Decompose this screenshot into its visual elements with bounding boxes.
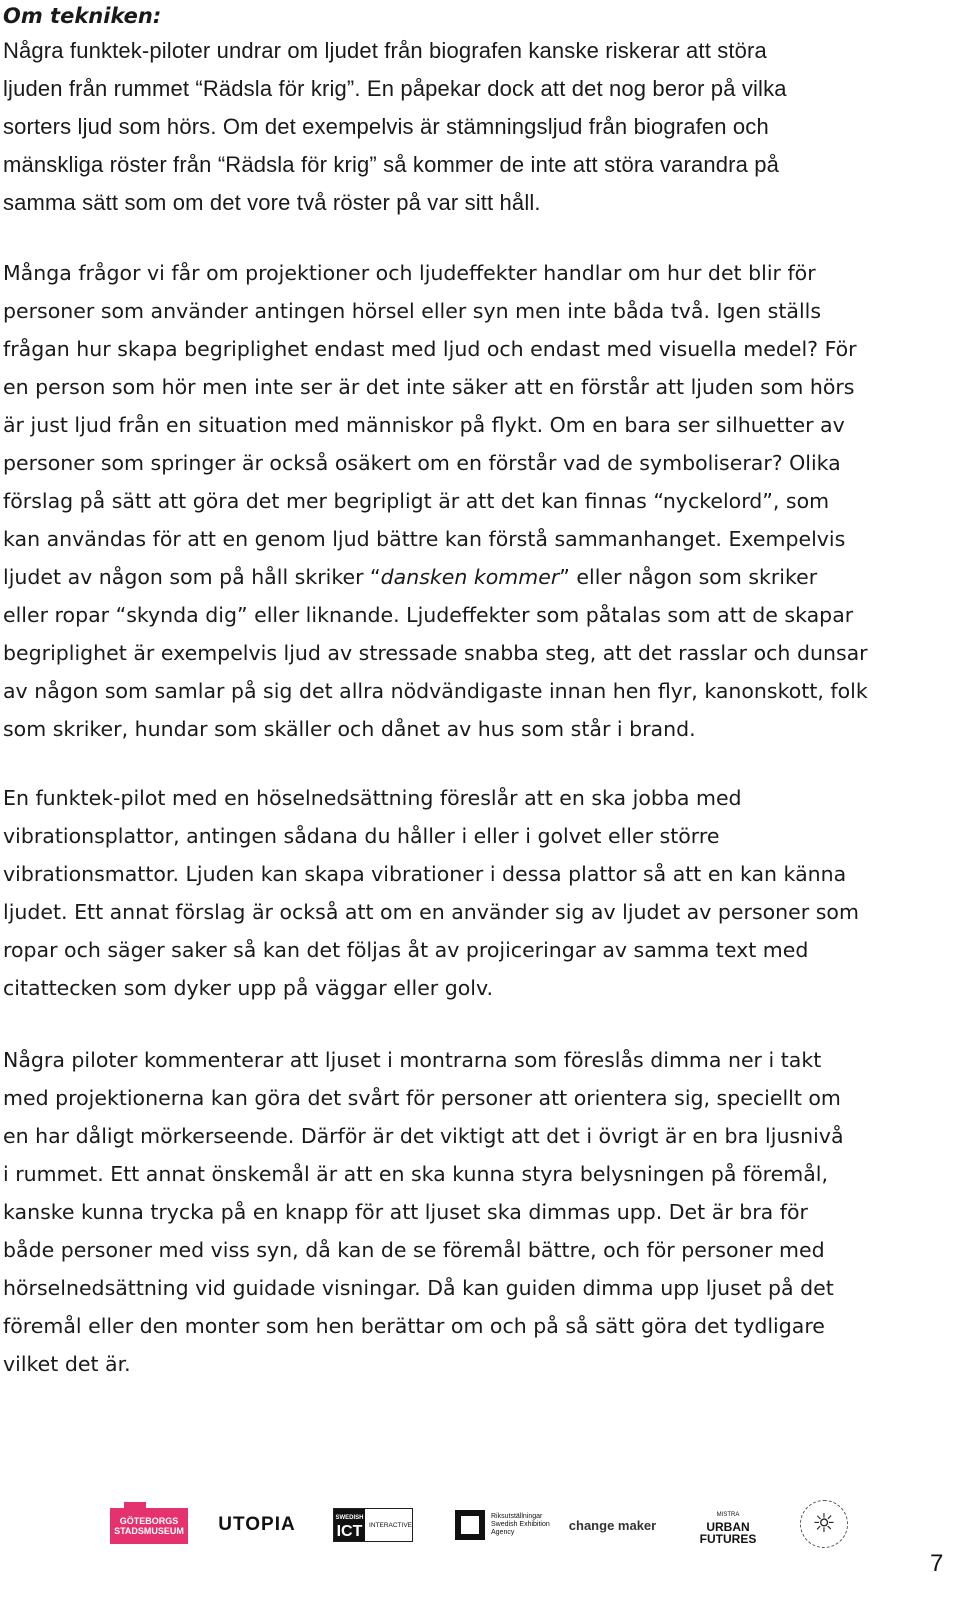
text-line: ropar och säger saker så kan det följas åt av projiceringar av samma text med	[3, 938, 809, 962]
paragraph-3	[3, 779, 953, 1007]
italic-quote: dansken kommer	[380, 565, 560, 589]
goteborgs-stadsmuseum-logo	[110, 1508, 188, 1544]
quote-line-start: ljudet av någon som på håll skriker “	[3, 565, 381, 589]
walking-figure-icon: ☼	[812, 1509, 836, 1539]
logo-text: ICT	[336, 1523, 363, 1540]
swedish-ict-logo	[333, 1508, 413, 1542]
text-line: i rummet. Ett annat önskemål är att en ska kunna styra belysningen på föremål,	[3, 1162, 829, 1186]
text-line: kan användas för att en genom ljud bättre kan förstå sammanhanget. Exempelvis	[3, 527, 846, 551]
riksutstallningar-logo	[455, 1505, 555, 1545]
text-line: föremål eller den monter som hen berättar om och på så sätt göra det tydligare	[3, 1314, 825, 1338]
text-line: mänskliga röster från “Rädsla för krig” så kommer de inte att störa varandra på	[3, 152, 780, 177]
text-line: ljudet. Ett annat förslag är också att om en använder sig av ljudet av personer som	[3, 900, 859, 924]
change-maker-logo: change maker	[568, 1517, 657, 1533]
text-line: kanske kunna trycka på en knapp för att ljuset ska dimmas upp. Det är bra för	[3, 1200, 808, 1224]
paragraph-2	[3, 254, 953, 748]
text-line: Några funktek-piloter undrar om ljudet från biografen kanske riskerar att störa	[3, 38, 767, 63]
text-line: är just ljud från en situation med människor på flykt. Om en bara ser silhuetter av	[3, 413, 845, 437]
square-mark-icon	[455, 1510, 485, 1540]
logo-text: STADSMUSEUM	[114, 1526, 184, 1536]
text-line: vibrationsmattor. Ljuden kan skapa vibrationer i dessa plattor så att en kan känna	[3, 862, 847, 886]
text-line: hörselnedsättning vid guidade visningar. Då kan guiden dimma upp ljuset på det	[3, 1276, 834, 1300]
text-line: vilket det är.	[3, 1352, 131, 1376]
logo-text: SWEDISH	[335, 1515, 364, 1521]
text-line: med projektionerna kan göra det svårt för personer att orientera sig, speciellt om	[3, 1086, 841, 1110]
text-line: som skriker, hundar som skäller och dånet av hus som står i brand.	[3, 717, 696, 741]
logo-text: Riksutställningar	[491, 1513, 543, 1520]
logo-text: Swedish Exhibition	[491, 1521, 550, 1528]
text-line: både personer med viss syn, då kan de se föremål bättre, och för personer med	[3, 1238, 825, 1262]
text-line: begriplighet är exempelvis ljud av stressade snabba steg, att det rasslar och dunsar	[3, 641, 868, 665]
logo-text: URBAN	[706, 1520, 750, 1534]
page-number: 7	[930, 1550, 944, 1577]
text-line: av någon som samlar på sig det allra nödvändigaste innan hen flyr, kanonskott, folk	[3, 679, 868, 703]
text-line: citattecken som dyker upp på väggar eller golv.	[3, 976, 494, 1000]
text-line: sorters ljud som hörs. Om det exempelvis är stämningsljud från biografen och	[3, 114, 769, 139]
logo-text: MISTRA	[716, 1512, 740, 1518]
text-line: Några piloter kommenterar att ljuset i montrarna som föreslås dimma ner i takt	[3, 1048, 822, 1072]
text-line: personer som springer är också osäkert om en förstår vad de symboliserar? Olika	[3, 451, 841, 475]
text-line: ljuden från rummet “Rädsla för krig”. En påpekar dock att det nog beror på vilka	[3, 76, 787, 101]
text-line: Många frågor vi får om projektioner och ljudeffekter handlar om hur det blir för	[3, 261, 816, 285]
text-line: En funktek-pilot med en höselnedsättning föreslår att en ska jobba med	[3, 786, 742, 810]
logo-text: Agency	[491, 1529, 515, 1536]
logo-text: INTERACTIVE	[369, 1521, 412, 1529]
mistra-urban-futures-logo	[688, 1508, 768, 1546]
paragraph-1	[3, 32, 953, 222]
text-line: en person som hör men inte ser är det inte säker att en förstår att ljuden som hörs	[3, 375, 855, 399]
text-line: frågan hur skapa begriplighet endast med ljud och endast med visuella medel? För	[3, 337, 857, 361]
logo-text-block	[491, 1513, 550, 1537]
text-line: personer som använder antingen hörsel eller syn men inte båda två. Igen ställs	[3, 299, 822, 323]
partner-logos	[0, 1500, 960, 1560]
utopia-logo: UTOPIA	[218, 1514, 296, 1535]
logo-text: GÖTEBORGS	[119, 1516, 179, 1526]
paragraph-4	[3, 1041, 953, 1383]
section-heading: Om tekniken:	[3, 4, 162, 28]
text-line: samma sätt som om det vore två röster på var sitt håll.	[3, 190, 541, 215]
text-line: eller ropar “skynda dig” eller liknande. Ljudeffekter som påtalas som att de skapar	[3, 603, 854, 627]
logo-text: FUTURES	[699, 1532, 757, 1546]
quote-line-end: ” eller någon som skriker	[559, 565, 818, 589]
text-line: förslag på sätt att göra det mer begripligt är att det kan finnas “nyckelord”, som	[3, 489, 830, 513]
ict-mark	[334, 1509, 365, 1541]
text-line-with-quote	[3, 558, 953, 596]
arvsfonden-logo	[800, 1500, 848, 1548]
text-line: en har dåligt mörkerseende. Därför är det viktigt att det i övrigt är en bra ljusnivå	[3, 1124, 844, 1148]
text-line: vibrationsplattor, antingen sådana du håller i eller i golvet eller större	[3, 824, 720, 848]
